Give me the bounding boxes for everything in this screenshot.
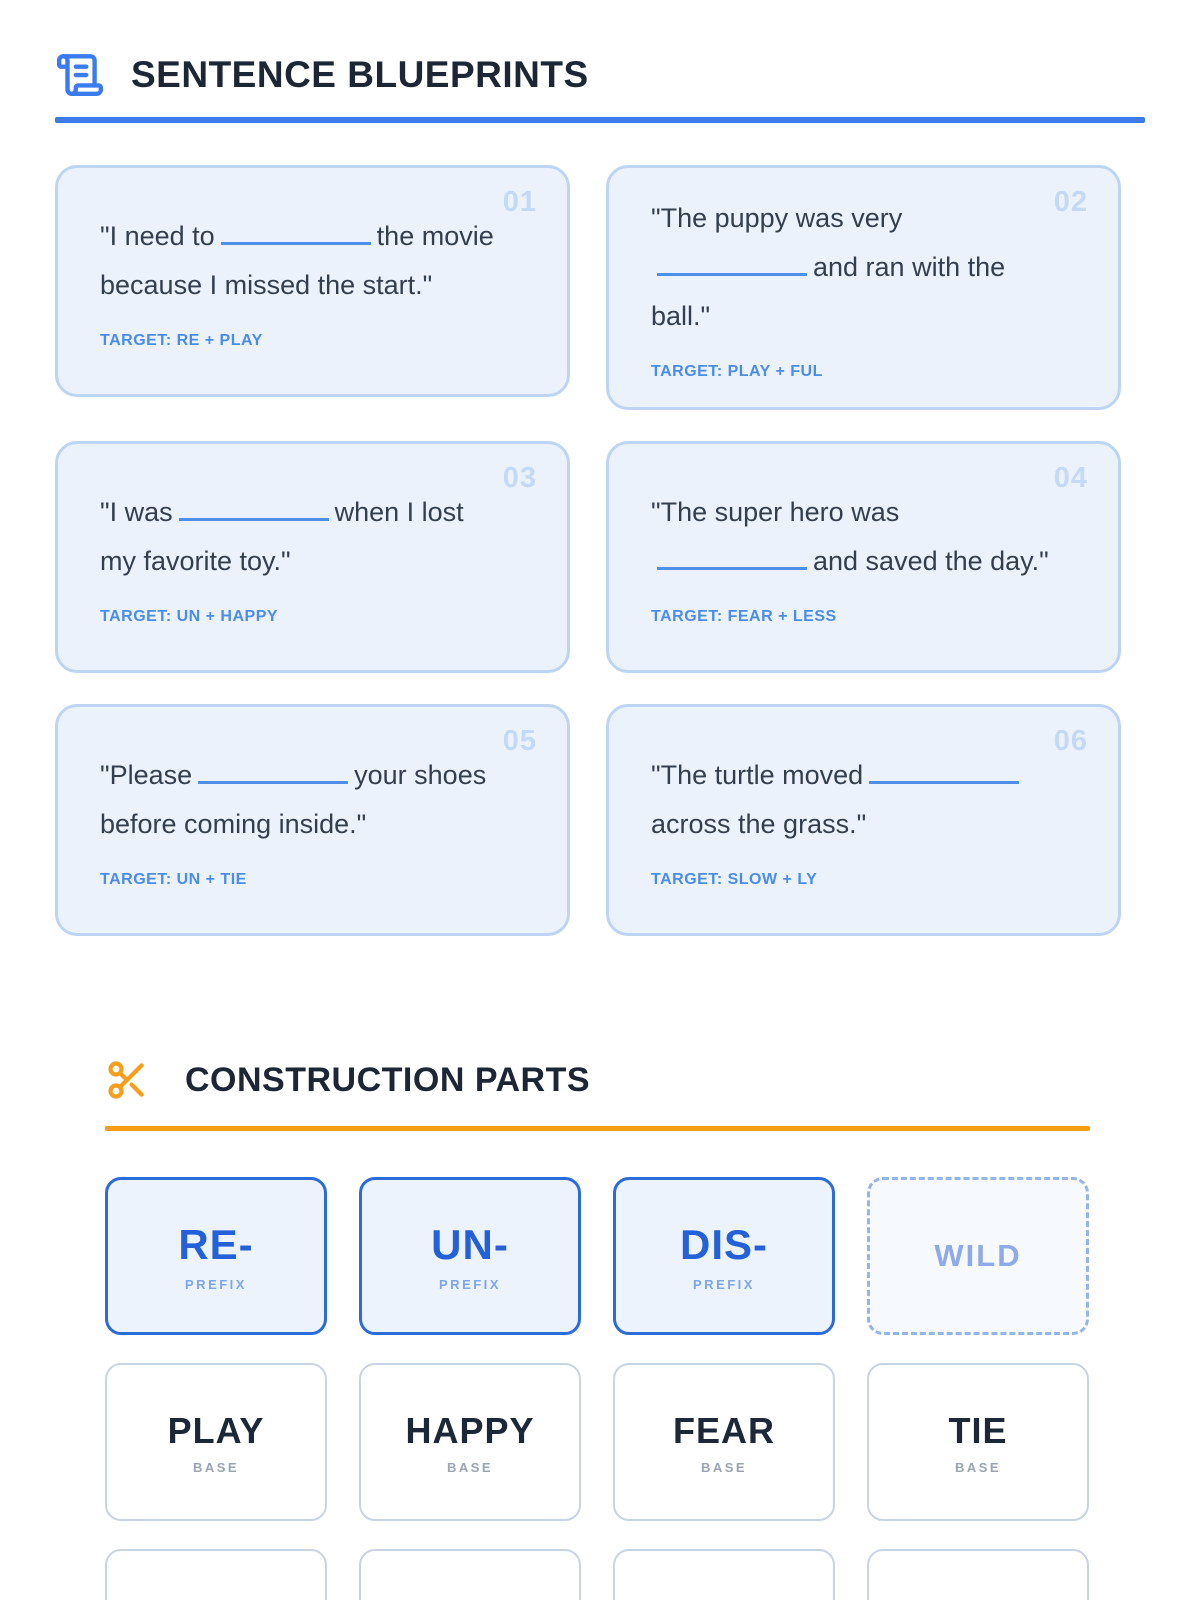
part-tile-wild[interactable]	[867, 1177, 1089, 1335]
blueprint-card-01	[55, 165, 570, 397]
part-tile-re[interactable]	[105, 1177, 327, 1335]
part-type-label: BASE	[700, 1459, 748, 1475]
target-label: TARGET: FEAR + LESS	[651, 608, 837, 625]
blueprints-title: SENTENCE BLUEPRINTS	[131, 54, 589, 95]
part-label: TIE	[948, 1409, 1008, 1451]
part-tile-fear[interactable]	[613, 1363, 835, 1521]
construction-parts-grid	[105, 1177, 1090, 1600]
scissors-icon	[105, 1058, 149, 1102]
part-type-label: PREFIX	[185, 1276, 247, 1292]
card-number: 04	[1053, 462, 1088, 494]
blueprints-header	[55, 50, 1145, 100]
part-tile[interactable]	[105, 1549, 327, 1600]
blueprint-card-05	[55, 704, 570, 936]
blueprint-card-03	[55, 441, 570, 673]
sentence-text	[100, 212, 505, 310]
part-label: UN-	[431, 1220, 509, 1268]
sentence-before: "I need to	[100, 221, 215, 251]
part-label: WILD	[934, 1238, 1022, 1273]
part-tile-dis[interactable]	[613, 1177, 835, 1335]
part-tile[interactable]	[613, 1549, 835, 1600]
sentence-text	[100, 488, 505, 586]
blueprints-underline	[55, 117, 1145, 123]
scroll-icon	[55, 50, 105, 100]
part-tile-tie[interactable]	[867, 1363, 1089, 1521]
target-label: TARGET: UN + TIE	[100, 871, 247, 888]
part-type-label: BASE	[446, 1459, 494, 1475]
sentence-before: "I was	[100, 497, 173, 527]
fill-blank[interactable]	[198, 776, 348, 784]
part-tile[interactable]	[359, 1549, 581, 1600]
part-tile[interactable]	[867, 1549, 1089, 1600]
fill-blank[interactable]	[179, 513, 329, 521]
fill-blank[interactable]	[657, 268, 807, 276]
sentence-after: across the grass."	[651, 809, 867, 839]
blueprint-card-04	[606, 441, 1121, 673]
blueprint-card-02	[606, 165, 1121, 410]
construction-underline	[105, 1126, 1090, 1131]
sentence-after: and ran with the ball."	[651, 252, 1006, 331]
target-label: TARGET: RE + PLAY	[100, 332, 263, 349]
construction-header	[105, 1058, 1090, 1102]
card-number: 03	[502, 462, 537, 494]
sentence-text	[651, 488, 1056, 586]
sentence-before: "Please	[100, 760, 193, 790]
part-label: PLAY	[167, 1409, 265, 1451]
sentence-before: "The turtle moved	[651, 760, 864, 790]
fill-blank[interactable]	[869, 776, 1019, 784]
sentence-text	[651, 751, 1056, 849]
part-label: HAPPY	[405, 1409, 535, 1451]
sentence-text	[100, 751, 505, 849]
part-type-label: BASE	[192, 1459, 240, 1475]
card-number: 06	[1053, 725, 1088, 757]
part-type-label: PREFIX	[693, 1276, 755, 1292]
construction-section	[105, 1058, 1090, 1600]
part-tile-play[interactable]	[105, 1363, 327, 1521]
sentence-before: "The super hero was	[651, 497, 900, 527]
part-tile-un[interactable]	[359, 1177, 581, 1335]
target-label: TARGET: SLOW + LY	[651, 871, 818, 888]
sentence-after: when I lost my favorite toy."	[100, 497, 464, 576]
part-type-label: PREFIX	[439, 1276, 501, 1292]
sentence-text	[651, 194, 1036, 341]
sentence-after: the movie because I missed the start."	[100, 221, 494, 300]
card-number: 05	[502, 725, 537, 757]
card-number: 01	[502, 186, 537, 218]
sentence-before: "The puppy was very	[651, 203, 903, 233]
sentence-after: your shoes before coming inside."	[100, 760, 487, 839]
part-label: FEAR	[673, 1409, 775, 1451]
part-type-label: BASE	[954, 1459, 1002, 1475]
fill-blank[interactable]	[221, 237, 371, 245]
target-label: TARGET: UN + HAPPY	[100, 608, 279, 625]
target-label: TARGET: PLAY + FUL	[651, 363, 823, 380]
construction-title: CONSTRUCTION PARTS	[185, 1060, 591, 1099]
part-label: DIS-	[680, 1220, 768, 1268]
part-tile-happy[interactable]	[359, 1363, 581, 1521]
card-number: 02	[1053, 186, 1088, 218]
blueprint-card-06	[606, 704, 1121, 936]
blueprints-section	[55, 50, 1145, 936]
part-label: RE-	[178, 1220, 254, 1268]
blueprints-grid	[55, 165, 1145, 936]
fill-blank[interactable]	[657, 562, 807, 570]
sentence-after: and saved the day."	[813, 546, 1049, 576]
